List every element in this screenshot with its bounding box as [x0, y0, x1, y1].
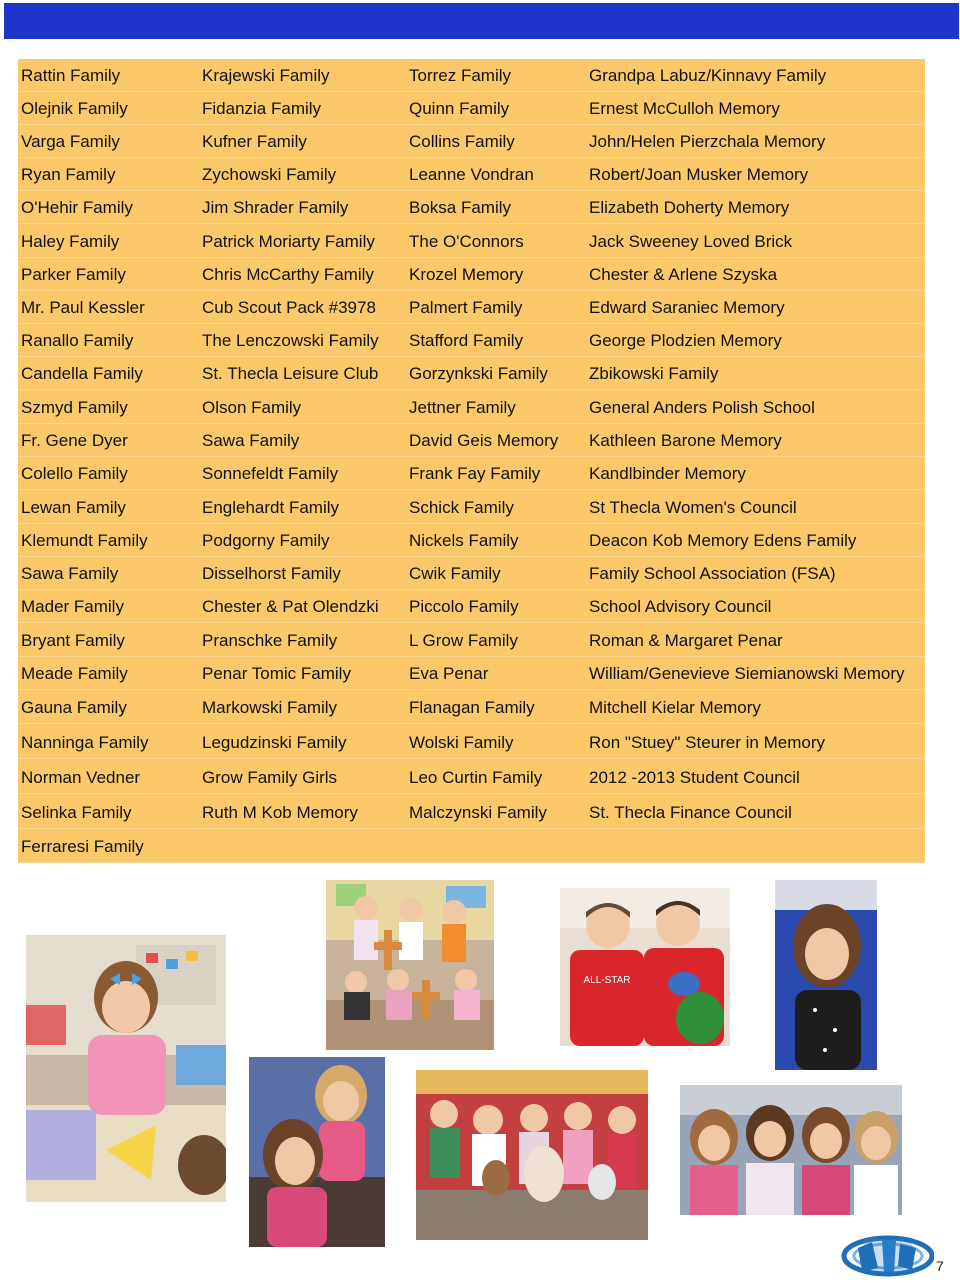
donor-name: Leo Curtin Family [409, 768, 543, 787]
donor-name: Podgorny Family [202, 531, 330, 550]
donor-name: Olejnik Family [21, 99, 128, 118]
donor-name: Candella Family [21, 364, 143, 383]
donor-name: Fr. Gene Dyer [21, 431, 128, 450]
donor-row [18, 761, 925, 794]
donor-name: Torrez Family [409, 66, 512, 85]
donor-name: Schick Family [409, 498, 514, 517]
donor-row [18, 830, 925, 863]
donor-name: Malczynski Family [409, 803, 547, 822]
donor-name: Chester & Pat Olendzki [202, 597, 379, 616]
donor-name: Markowski Family [202, 698, 338, 717]
donor-name: David Geis Memory [409, 431, 559, 450]
donor-name: Rattin Family [21, 66, 121, 85]
donor-name: General Anders Polish School [589, 398, 815, 417]
donor-name: Ryan Family [21, 165, 116, 184]
donor-name: Frank Fay Family [409, 464, 541, 483]
donor-row [18, 557, 925, 590]
donor-name: Fidanzia Family [202, 99, 322, 118]
donor-name: John/Helen Pierzchala Memory [589, 132, 826, 151]
donor-name: Leanne Vondran [409, 165, 534, 184]
donor-name: Deacon Kob Memory Edens Family [589, 531, 857, 550]
donor-name: Disselhorst Family [202, 564, 341, 583]
donor-name: Penar Tomic Family [202, 664, 351, 683]
donor-name: Mitchell Kielar Memory [589, 698, 761, 717]
donor-name: Cub Scout Pack #3978 [202, 298, 376, 317]
donor-name: Palmert Family [409, 298, 523, 317]
donor-name: Mr. Paul Kessler [21, 298, 145, 317]
donor-row [18, 726, 925, 759]
donor-name: Gorzynkski Family [409, 364, 548, 383]
donor-row [18, 291, 925, 324]
donor-name: Patrick Moriarty Family [202, 232, 375, 251]
donor-name: Englehardt Family [202, 498, 340, 517]
donor-name: George Plodzien Memory [589, 331, 782, 350]
photo-two-girls [249, 1057, 385, 1247]
donor-name: Klemundt Family [21, 531, 148, 550]
donor-row [18, 324, 925, 357]
donor-table [18, 59, 925, 863]
donor-name: Selinka Family [21, 803, 132, 822]
donor-name: Ferraresi Family [21, 837, 144, 856]
donor-row [18, 191, 925, 224]
svg-text:ALL-STAR: ALL-STAR [583, 975, 631, 986]
donor-name: Jim Shrader Family [202, 198, 349, 217]
donor-name: The O'Connors [409, 232, 524, 251]
donor-name: Sawa Family [21, 564, 119, 583]
donor-row [18, 391, 925, 424]
donor-name: Robert/Joan Musker Memory [589, 165, 809, 184]
donor-name: Zbikowski Family [589, 364, 719, 383]
donor-row [18, 491, 925, 524]
donor-name: Elizabeth Doherty Memory [589, 198, 790, 217]
donor-name: Sonnefeldt Family [202, 464, 339, 483]
donor-name: Parker Family [21, 265, 126, 284]
donor-name: Pranschke Family [202, 631, 338, 650]
donor-name: Ruth M Kob Memory [202, 803, 358, 822]
donor-name: Flanagan Family [409, 698, 535, 717]
donor-row [18, 624, 925, 657]
donor-name: Krajewski Family [202, 66, 330, 85]
donor-name: Grow Family Girls [202, 768, 338, 787]
donor-name: The Lenczowski Family [202, 331, 379, 350]
donor-name: Kathleen Barone Memory [589, 431, 782, 450]
donor-name: Chester & Arlene Szyska [589, 265, 778, 284]
donor-name: Roman & Margaret Penar [589, 631, 783, 650]
stc-logo [838, 1228, 934, 1278]
donor-name: Ranallo Family [21, 331, 134, 350]
donor-name: St. Thecla Finance Council [589, 803, 792, 822]
photo-girls-with-stuffed-animals [416, 1070, 648, 1240]
donor-row [18, 590, 925, 623]
donor-name: Lewan Family [21, 498, 126, 517]
donor-name: Piccolo Family [409, 597, 519, 616]
donor-name: Family School Association (FSA) [589, 564, 836, 583]
donor-name: Bryant Family [21, 631, 125, 650]
donor-name: Krozel Memory [409, 265, 524, 284]
donor-name: Meade Family [21, 664, 128, 683]
donor-name: Haley Family [21, 232, 120, 251]
donor-row [18, 796, 925, 829]
donor-row [18, 258, 925, 291]
donor-name: School Advisory Council [589, 597, 772, 616]
donor-name: Kandlbinder Memory [589, 464, 746, 483]
donor-name: Szmyd Family [21, 398, 128, 417]
header-banner [4, 3, 959, 39]
donor-name: Kufner Family [202, 132, 307, 151]
donor-name: Legudzinski Family [202, 733, 347, 752]
donor-name: Grandpa Labuz/Kinnavy Family [589, 66, 827, 85]
donor-name: Zychowski Family [202, 165, 337, 184]
donor-row [18, 457, 925, 490]
donor-name: Boksa Family [409, 198, 512, 217]
donor-name: Mader Family [21, 597, 124, 616]
donor-name: Stafford Family [409, 331, 524, 350]
photo-girl-at-table [26, 935, 226, 1202]
donor-name: Varga Family [21, 132, 120, 151]
photo-kids-with-crosses [326, 880, 494, 1050]
donor-row [18, 59, 925, 92]
donor-name: Nanninga Family [21, 733, 149, 752]
donor-name: Olson Family [202, 398, 302, 417]
donor-name: Wolski Family [409, 733, 514, 752]
donor-name: Chris McCarthy Family [202, 265, 374, 284]
donor-name: Collins Family [409, 132, 515, 151]
photo-two-boys [560, 888, 730, 1046]
donor-name: St. Thecla Leisure Club [202, 364, 379, 383]
donor-name: 2012 -2013 Student Council [589, 768, 800, 787]
donor-row [18, 125, 925, 158]
donor-name: Eva Penar [409, 664, 489, 683]
donor-row [18, 691, 925, 724]
donor-name: Ron "Stuey" Steurer in Memory [589, 733, 825, 752]
donor-name: O'Hehir Family [21, 198, 133, 217]
donor-row [18, 158, 925, 191]
donor-name: William/Genevieve Siemianowski Memory [589, 664, 905, 683]
donor-row [18, 424, 925, 457]
donor-name: St Thecla Women's Council [589, 498, 797, 517]
donor-name: Cwik Family [409, 564, 501, 583]
photo-girl-in-black [775, 880, 877, 1070]
donor-name: Quinn Family [409, 99, 510, 118]
donor-row [18, 92, 925, 125]
donor-row [18, 357, 925, 390]
donor-name: Norman Vedner [21, 768, 141, 787]
donor-name: Edward Saraniec Memory [589, 298, 785, 317]
donor-name: Sawa Family [202, 431, 300, 450]
donor-name: Gauna Family [21, 698, 127, 717]
donor-row [18, 657, 925, 690]
donor-name: Ernest McCulloh Memory [589, 99, 780, 118]
donor-name: Nickels Family [409, 531, 519, 550]
donor-name: Colello Family [21, 464, 128, 483]
page-number: 7 [936, 1258, 944, 1274]
donor-row [18, 524, 925, 557]
donor-name: Jettner Family [409, 398, 516, 417]
photo-four-girls [680, 1085, 902, 1215]
donor-name: L Grow Family [409, 631, 518, 650]
donor-name: Jack Sweeney Loved Brick [589, 232, 793, 251]
donor-row [18, 225, 925, 258]
